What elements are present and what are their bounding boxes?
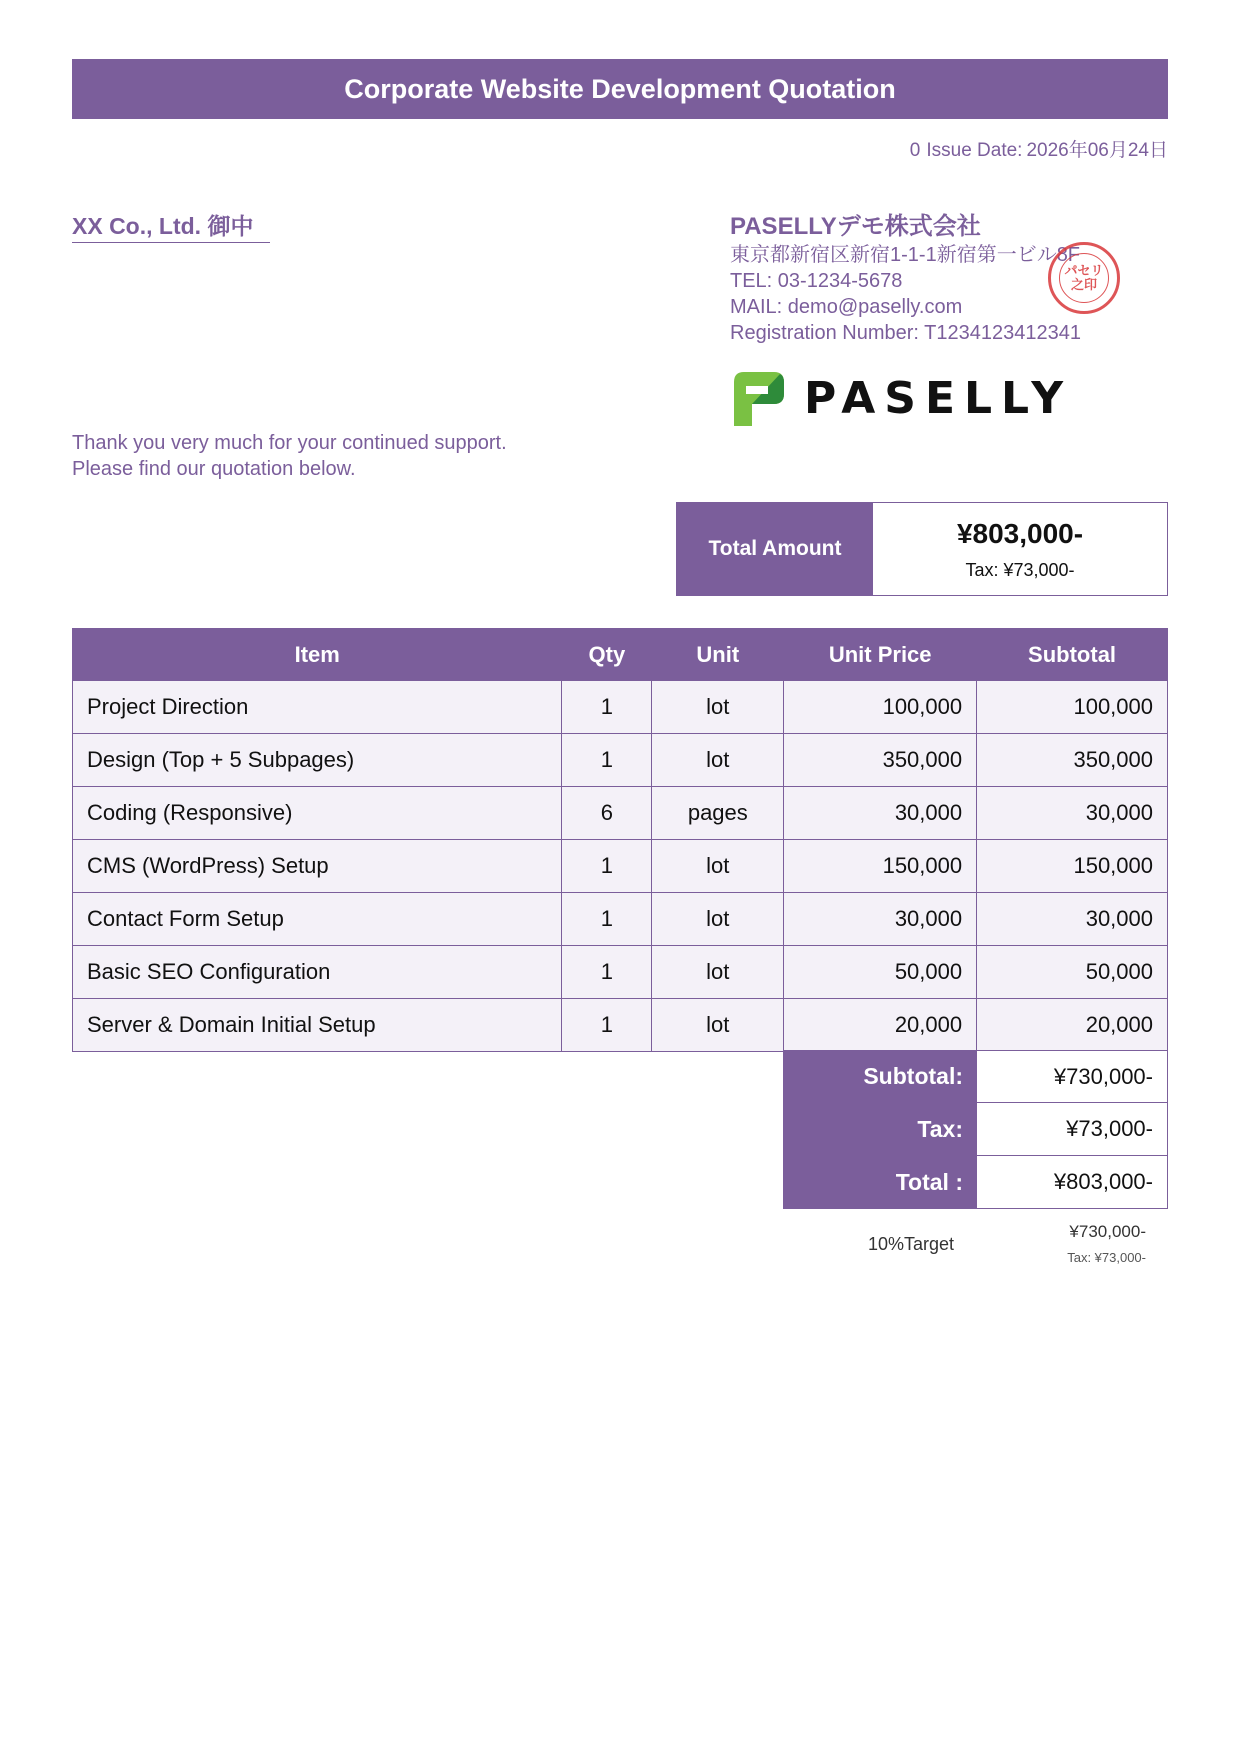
table-row xyxy=(73,787,1168,840)
cell-qty: 1 xyxy=(562,946,652,999)
client-name: XX Co., Ltd. 御中 xyxy=(72,212,270,243)
seal-text-2: 之印 xyxy=(1070,277,1097,292)
cell-qty: 1 xyxy=(562,734,652,787)
summary-subtotal-label: Subtotal: xyxy=(783,1050,977,1103)
cell-item: Project Direction xyxy=(73,681,562,734)
tax-breakdown-tax: Tax: ¥73,000- xyxy=(1067,1250,1146,1265)
greeting xyxy=(72,430,507,482)
table-header-row xyxy=(73,629,1168,681)
leaf-logo-icon xyxy=(730,368,786,428)
summary-tax-label: Tax: xyxy=(783,1103,977,1156)
table-row xyxy=(73,681,1168,734)
seal-text-1: パセリ xyxy=(1064,263,1104,278)
cell-item: Basic SEO Configuration xyxy=(73,946,562,999)
company-name: PASELLYデモ株式会社 xyxy=(730,213,981,240)
cell-item: Server & Domain Initial Setup xyxy=(73,999,562,1052)
cell-unit: lot xyxy=(652,681,784,734)
total-amount-tax: Tax: ¥73,000- xyxy=(965,559,1075,580)
greeting-line-2: Please find our quotation below. xyxy=(72,458,356,480)
total-amount: ¥803,000- xyxy=(956,517,1084,549)
table-row xyxy=(73,946,1168,999)
cell-unit: pages xyxy=(652,787,784,840)
col-header-subtotal: Subtotal xyxy=(977,629,1168,681)
cell-item: Contact Form Setup xyxy=(73,893,562,946)
cell-unit-price: 350,000 xyxy=(784,734,977,787)
summary-total-row xyxy=(783,1156,1168,1209)
logo-wordmark: PASELLY xyxy=(804,372,1073,424)
cell-subtotal: 30,000 xyxy=(977,787,1168,840)
cell-subtotal: 20,000 xyxy=(977,999,1168,1052)
total-amount-box xyxy=(676,502,1168,596)
cell-qty: 1 xyxy=(562,999,652,1052)
summary-subtotal-value: ¥730,000- xyxy=(977,1050,1168,1103)
cell-unit: lot xyxy=(652,734,784,787)
company-registration: Registration Number: T1234123412341 xyxy=(730,322,1081,344)
greeting-line-1: Thank you very much for your continued support. xyxy=(72,432,507,454)
company-tel: TEL: 03-1234-5678 xyxy=(730,270,903,292)
cell-unit: lot xyxy=(652,946,784,999)
cell-unit: lot xyxy=(652,840,784,893)
company-mail: MAIL: demo@paselly.com xyxy=(730,296,963,318)
cell-unit-price: 100,000 xyxy=(784,681,977,734)
cell-subtotal: 100,000 xyxy=(977,681,1168,734)
table-row xyxy=(73,840,1168,893)
total-amount-label: Total Amount xyxy=(677,503,873,595)
cell-subtotal: 50,000 xyxy=(977,946,1168,999)
cell-unit-price: 20,000 xyxy=(784,999,977,1052)
summary-tax-value: ¥73,000- xyxy=(977,1103,1168,1156)
seal-inner xyxy=(1059,253,1109,303)
cell-qty: 1 xyxy=(562,681,652,734)
summary-subtotal-row xyxy=(783,1050,1168,1103)
issue-date xyxy=(904,135,1168,162)
col-header-unit-price: Unit Price xyxy=(784,629,977,681)
cell-subtotal: 150,000 xyxy=(977,840,1168,893)
summary-total-value: ¥803,000- xyxy=(977,1156,1168,1209)
cell-subtotal: 30,000 xyxy=(977,893,1168,946)
company-address: 東京都新宿区新宿1-1-1新宿第一ビル8F xyxy=(730,244,1081,266)
table-row xyxy=(73,999,1168,1052)
items-table xyxy=(72,628,1168,1052)
issue-number: 0 xyxy=(909,140,921,161)
cell-qty: 6 xyxy=(562,787,652,840)
col-header-unit: Unit xyxy=(652,629,784,681)
summary-block xyxy=(783,1050,1168,1209)
issue-date-value: 2026年06月24日 xyxy=(1026,140,1168,161)
tax-breakdown-amount: ¥730,000- xyxy=(1069,1222,1146,1241)
cell-item: CMS (WordPress) Setup xyxy=(73,840,562,893)
cell-qty: 1 xyxy=(562,840,652,893)
company-seal-stamp xyxy=(1048,242,1120,314)
cell-unit: lot xyxy=(652,999,784,1052)
issue-date-label: Issue Date: xyxy=(926,140,1023,161)
summary-total-label: Total : xyxy=(783,1156,977,1209)
table-row xyxy=(73,893,1168,946)
total-amount-value xyxy=(873,503,1167,595)
document-title: Corporate Website Development Quotation xyxy=(72,59,1168,119)
cell-qty: 1 xyxy=(562,893,652,946)
cell-unit-price: 30,000 xyxy=(784,893,977,946)
cell-item: Design (Top + 5 Subpages) xyxy=(73,734,562,787)
col-header-qty: Qty xyxy=(562,629,652,681)
summary-tax-row xyxy=(783,1103,1168,1156)
cell-unit-price: 30,000 xyxy=(784,787,977,840)
cell-unit-price: 50,000 xyxy=(784,946,977,999)
cell-subtotal: 350,000 xyxy=(977,734,1168,787)
tax-breakdown-label: 10%Target xyxy=(868,1234,955,1254)
cell-unit-price: 150,000 xyxy=(784,840,977,893)
col-header-item: Item xyxy=(73,629,562,681)
company-logo xyxy=(730,368,1072,428)
table-row xyxy=(73,734,1168,787)
cell-unit: lot xyxy=(652,893,784,946)
cell-item: Coding (Responsive) xyxy=(73,787,562,840)
